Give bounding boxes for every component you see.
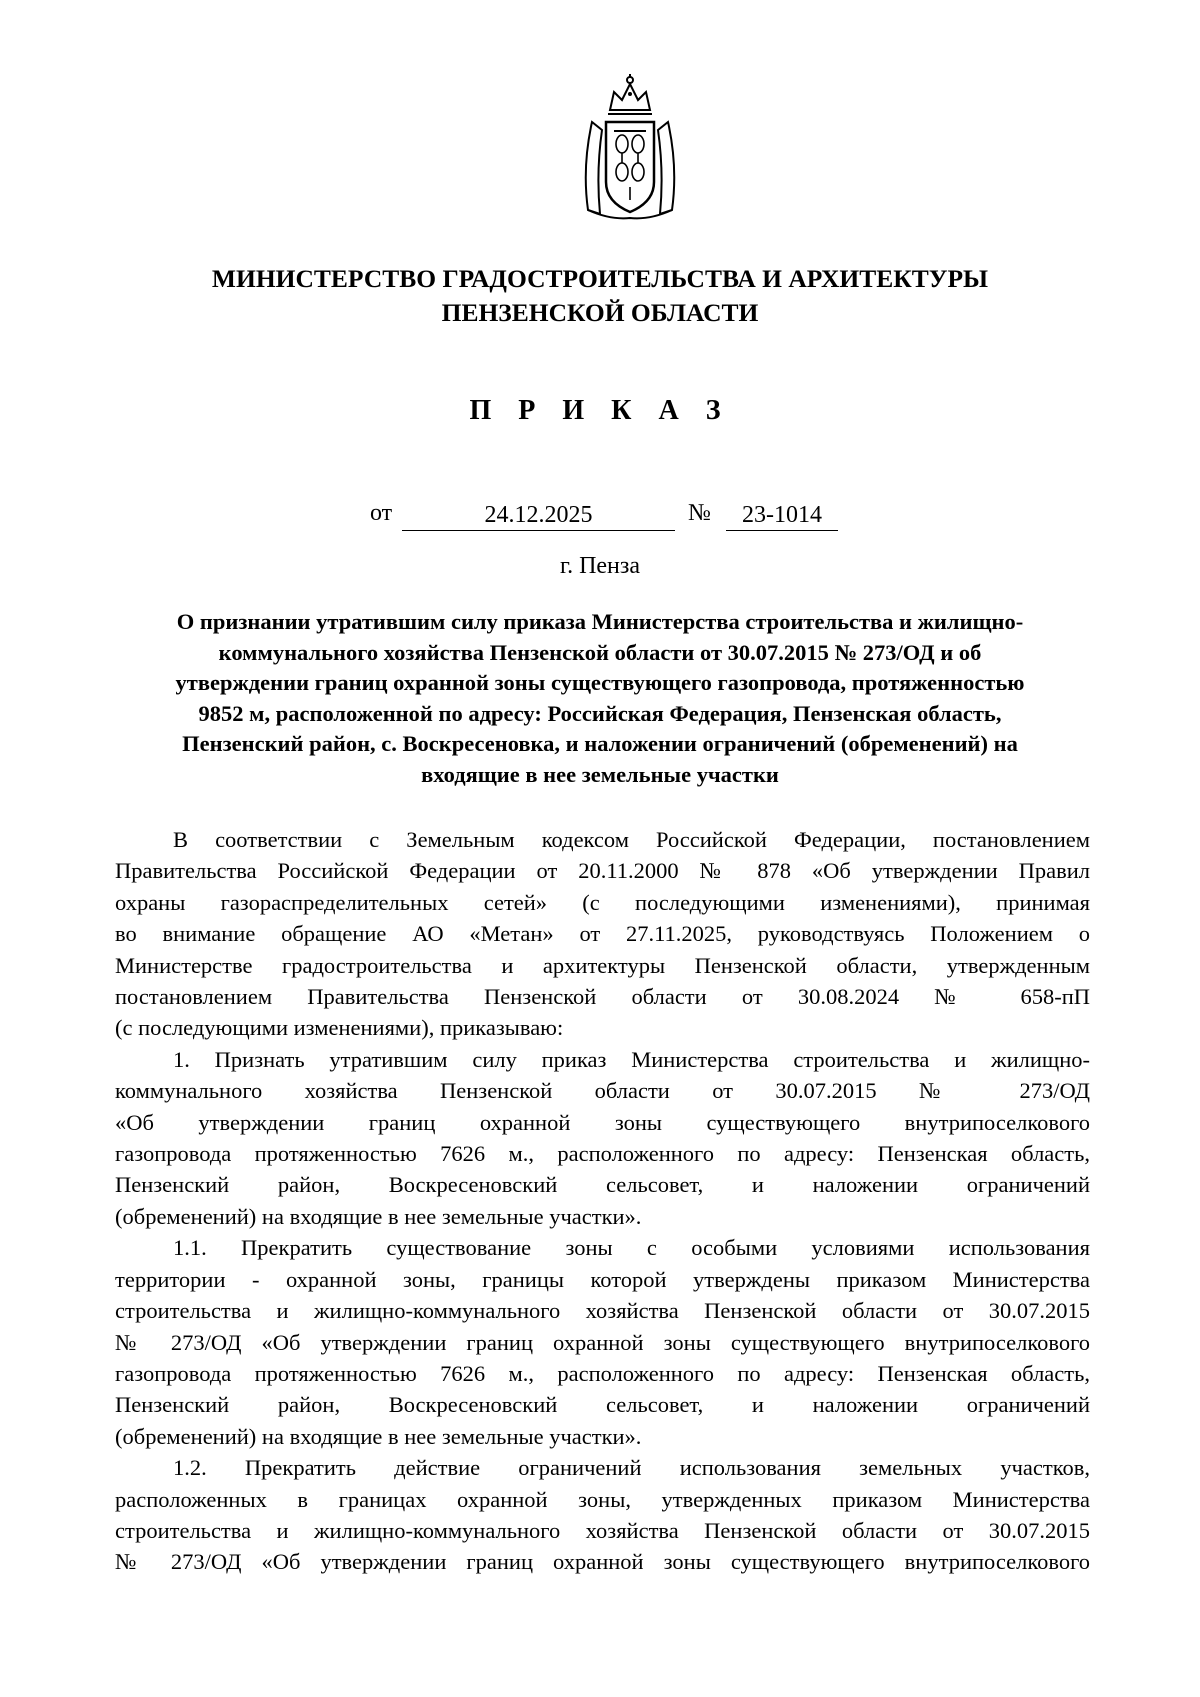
body-line: территории - охранной зоны, границы которой утверждены приказом Министерства: [115, 1266, 1090, 1292]
date-prefix-label: от: [370, 500, 393, 526]
subject-line: Пензенский район, с. Воскресеновка, и наложении ограничений (обременений) на: [182, 731, 1018, 756]
ministry-name-line-1: МИНИСТЕРСТВО ГРАДОСТРОИТЕЛЬСТВА И АРХИТЕКТУРЫ: [211, 264, 989, 293]
body-line: Пензенский район, Воскресеновский сельсовет, и наложении ограничений: [115, 1392, 1090, 1418]
body-line: во внимание обращение АО «Метан» от 27.11.2025, руководствуясь Положением о: [115, 921, 1090, 947]
body-line: (обременений) на входящие в нее земельные участки».: [115, 1203, 642, 1229]
body-line: Пензенский район, Воскресеновский сельсовет, и наложении ограничений: [115, 1172, 1090, 1198]
subject-line: О признании утратившим силу приказа Министерства строительства и жилищно-: [176, 609, 1024, 634]
subject-line: входящие в нее земельные участки: [421, 761, 779, 787]
body-line: (обременений) на входящие в нее земельные участки».: [115, 1423, 642, 1449]
number-prefix-label: №: [688, 500, 711, 526]
body-line: газопровода протяженностью 7626 м., расположенного по адресу: Пензенская область,: [115, 1360, 1090, 1386]
body-line: 1.1. Прекратить существование зоны с особыми условиями использования: [173, 1235, 1090, 1261]
body-line: коммунального хозяйства Пензенской области от 30.07.2015 № 273/ОД: [115, 1078, 1090, 1104]
document-type-title: П Р И К А З: [469, 395, 731, 426]
body-line: постановлением Правительства Пензенской области от 30.08.2024 № 658-пП: [115, 984, 1090, 1010]
body-line: (с последующими изменениями), приказываю:: [115, 1015, 564, 1041]
ministry-name-line-2: ПЕНЗЕНСКОЙ ОБЛАСТИ: [441, 298, 759, 327]
number-field: 23-1014: [726, 500, 838, 531]
date-field: 24.12.2025: [402, 500, 675, 531]
subject-line: 9852 м, расположенной по адресу: Российская Федерация, Пензенская область,: [198, 700, 1002, 726]
body-line: расположенных в границах охранной зоны, утвержденных приказом Министерства: [115, 1486, 1090, 1512]
body-line: «Об утверждении границ охранной зоны существующего внутрипоселкового: [115, 1109, 1090, 1135]
coat-of-arms-penza-region-icon: [570, 72, 690, 222]
body-line: № 273/ОД «Об утверждении границ охранной зоны существующего внутрипоселкового: [115, 1549, 1090, 1575]
body-line: строительства и жилищно-коммунального хозяйства Пензенской области от 30.07.2015: [115, 1298, 1090, 1324]
document-subject: [115, 607, 1085, 790]
city-label: г. Пенза: [559, 553, 641, 579]
body-line: охраны газораспределительных сетей» (с последующими изменениями), принимая: [115, 889, 1090, 915]
subject-line: коммунального хозяйства Пензенской области от 30.07.2015 № 273/ОД и об: [218, 639, 982, 665]
body-line: В соответствии с Земельным кодексом Российской Федерации, постановлением: [173, 827, 1090, 852]
body-line: Министерстве градостроительства и архитектуры Пензенской области, утвержденным: [115, 952, 1090, 978]
body-line: 1. Признать утратившим силу приказ Министерства строительства и жилищно-: [173, 1046, 1090, 1072]
body-line: № 273/ОД «Об утверждении границ охранной зоны существующего внутрипоселкового: [115, 1329, 1090, 1355]
subject-line: утверждении границ охранной зоны существующего газопровода, протяженностью: [175, 670, 1025, 695]
document-body: [115, 824, 1090, 1578]
ministry-name: [100, 262, 1100, 330]
body-line: Правительства Российской Федерации от 20.11.2000 № 878 «Об утверждении Правил: [115, 858, 1090, 884]
body-line: газопровода протяженностью 7626 м., расположенного по адресу: Пензенская область,: [115, 1141, 1090, 1167]
body-line: строительства и жилищно-коммунального хозяйства Пензенской области от 30.07.2015: [115, 1517, 1090, 1543]
body-line: 1.2. Прекратить действие ограничений использования земельных участков,: [173, 1455, 1090, 1481]
